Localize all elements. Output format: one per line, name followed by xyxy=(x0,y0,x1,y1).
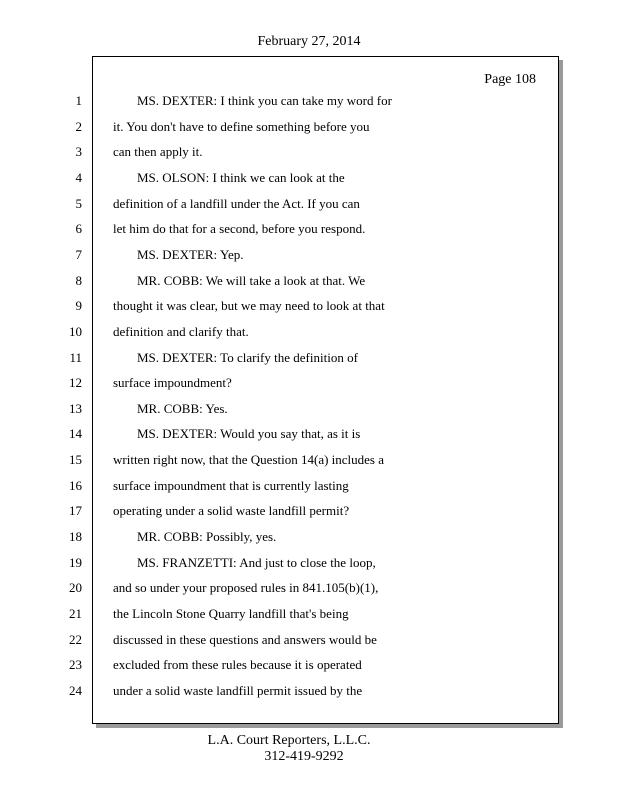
transcript-line: MS. OLSON: I think we can look at the xyxy=(137,170,345,185)
transcript-line: MR. COBB: Possibly, yes. xyxy=(137,529,277,544)
line-number: 7 xyxy=(75,247,82,262)
line-number: 23 xyxy=(69,657,82,672)
line-number: 12 xyxy=(69,375,82,390)
transcript-line: excluded from these rules because it is operated xyxy=(113,657,362,672)
line-number: 15 xyxy=(69,452,82,467)
transcript-line: MS. DEXTER: To clarify the definition of xyxy=(137,350,358,365)
line-number: 8 xyxy=(75,273,82,288)
transcript-line: the Lincoln Stone Quarry landfill that's being xyxy=(113,606,349,621)
transcript-line: definition of a landfill under the Act. If you can xyxy=(113,196,360,211)
line-number: 14 xyxy=(69,426,82,441)
transcript-line: discussed in these questions and answers would be xyxy=(113,632,377,647)
page-number: Page 108 xyxy=(484,72,536,87)
line-number: 13 xyxy=(69,401,82,416)
line-number: 18 xyxy=(69,529,82,544)
transcript-line: MS. DEXTER: Would you say that, as it is xyxy=(137,426,361,441)
line-number: 6 xyxy=(75,221,82,236)
transcript-line: surface impoundment that is currently lasting xyxy=(113,478,349,493)
transcript-line: definition and clarify that. xyxy=(113,324,249,339)
line-number: 4 xyxy=(75,170,82,185)
transcript-line: MR. COBB: Yes. xyxy=(137,401,228,416)
line-number: 19 xyxy=(69,555,82,570)
footer-phone: 312-419-9292 xyxy=(264,749,344,764)
line-number: 20 xyxy=(69,580,82,595)
line-number: 3 xyxy=(75,144,82,159)
transcript-line: MS. DEXTER: I think you can take my word for xyxy=(137,93,392,108)
transcript-line: and so under your proposed rules in 841.105(b)(1), xyxy=(113,580,379,595)
line-number: 11 xyxy=(69,350,82,365)
line-number: 21 xyxy=(69,606,82,621)
transcript-line: operating under a solid waste landfill permit? xyxy=(113,503,350,518)
line-number: 17 xyxy=(69,503,82,518)
line-number: 1 xyxy=(75,93,82,108)
footer-company: L.A. Court Reporters, L.L.C. xyxy=(207,733,371,748)
line-number: 16 xyxy=(69,478,82,493)
line-number: 24 xyxy=(69,683,82,698)
transcript-line: surface impoundment? xyxy=(113,375,232,390)
transcript-line: MR. COBB: We will take a look at that. We xyxy=(137,273,366,288)
transcript-line: MS. DEXTER: Yep. xyxy=(137,247,244,262)
line-number: 10 xyxy=(69,324,82,339)
transcript-line: thought it was clear, but we may need to look at that xyxy=(113,298,385,313)
transcript-line: let him do that for a second, before you respond. xyxy=(113,221,366,236)
transcript-line: MS. FRANZETTI: And just to close the loop, xyxy=(137,555,376,570)
transcript-line: can then apply it. xyxy=(113,144,203,159)
header-date: February 27, 2014 xyxy=(257,34,361,49)
line-number: 2 xyxy=(75,119,82,134)
line-number: 22 xyxy=(69,632,82,647)
transcript-line: it. You don't have to define something before you xyxy=(113,119,370,134)
transcript-line: written right now, that the Question 14(a) includes a xyxy=(113,452,385,467)
line-number: 9 xyxy=(75,298,82,313)
transcript-line: under a solid waste landfill permit issued by the xyxy=(113,683,363,698)
line-number: 5 xyxy=(75,196,82,211)
